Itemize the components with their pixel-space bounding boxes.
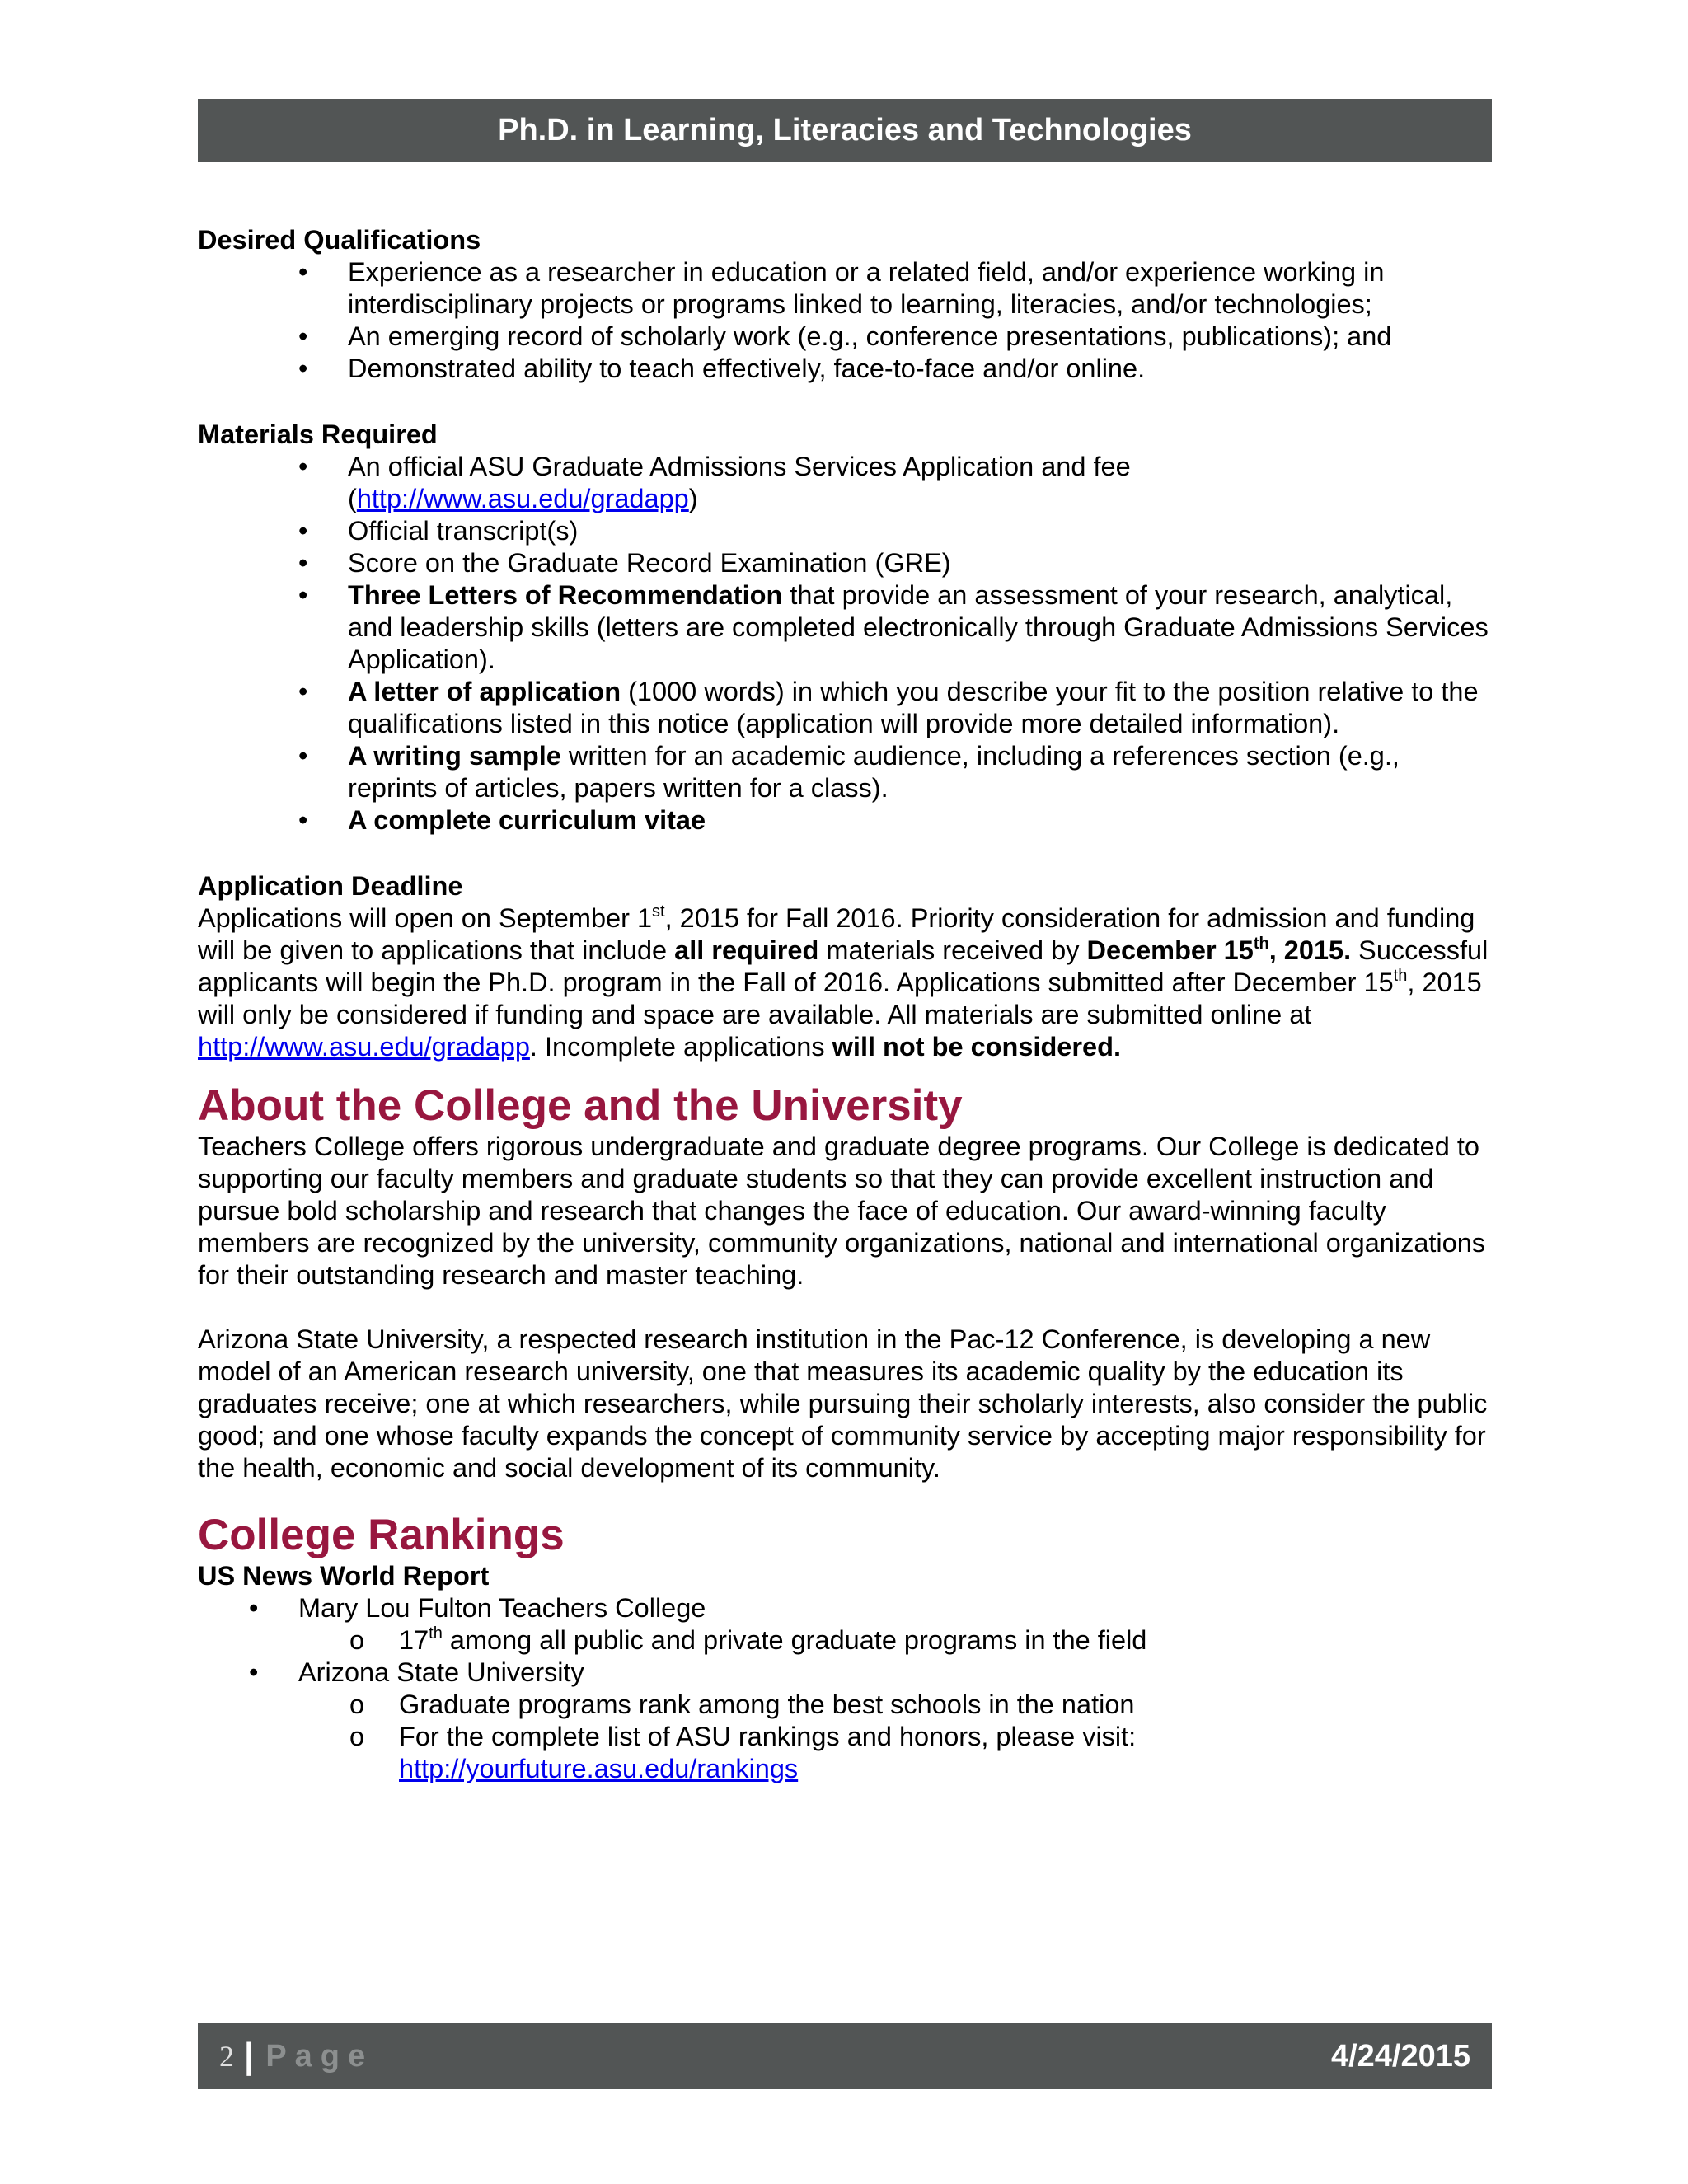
sub-list-item: o For the complete list of ASU rankings and honors, please visit: http://yourfuture.asu.edu/rankings: [399, 1721, 1496, 1785]
about-heading: About the College and the University: [198, 1081, 963, 1130]
rankings-heading: College Rankings: [198, 1511, 565, 1559]
list-item-bold: A writing sample: [348, 741, 561, 771]
list-item: • Official transcript(s): [348, 515, 1496, 547]
list-item-text: (1000 words) in which you describe your fit to the position relative to the qualifications listed in this notice (application will provide more detailed information).: [348, 677, 1479, 738]
rankings-link[interactable]: http://yourfuture.asu.edu/rankings: [399, 1754, 799, 1783]
rankings-list: [198, 1592, 1496, 1785]
page-indicator: [219, 2036, 373, 2077]
gradapp-link[interactable]: http://www.asu.edu/gradapp: [356, 484, 689, 513]
about-paragraph-2: Arizona State University, a respected research institution in the Pac-12 Conference, is developing a new model of an American research university, one that measures its academic quality by the education its graduates receive; one at which researchers, while pursuing their scholarly interests, also consider the public good; and one whose faculty expands the concept of community service by accepting major responsibility for the health, economic and social development of its community.: [198, 1324, 1488, 1483]
list-item: [348, 579, 1496, 676]
list-item-text: Arizona State University: [298, 1657, 584, 1687]
list-item: [298, 1592, 1496, 1657]
list-item: • An emerging record of scholarly work (e.g., conference presentations, publications); and: [348, 321, 1496, 353]
list-item-text: written for an academic audience, including a references section (e.g., reprints of articles, papers written for a class).: [348, 741, 1400, 803]
application-deadline-heading: Application Deadline: [198, 871, 463, 901]
list-item-text: that provide an assessment of your research, analytical, and leadership skills (letters are completed electronically through Graduate Admissions Services Application).: [348, 580, 1489, 674]
list-item: [298, 1657, 1496, 1785]
document-body: [198, 224, 1496, 1785]
application-deadline-paragraph: Applications will open on September 1st, 2015 for Fall 2016. Priority consideration for admission and funding will be given to applications that include all required materials received by December 15th, 2015. Successful applicants will begin the Ph.D. program in the Fall of 2016. Applications submitted after December 15th, 2015 will only be considered if funding and space are available. All materials are submitted online at http://www.asu.edu/gradapp. Incomplete applications will not be considered.: [198, 902, 1489, 1062]
list-item-bold: Three Letters of Recommendation: [348, 580, 783, 610]
list-item: • Demonstrated ability to teach effectively, face-to-face and/or online.: [348, 353, 1496, 385]
list-item-text: Mary Lou Fulton Teachers College: [298, 1593, 706, 1623]
desired-qualifications-list: [198, 256, 1496, 385]
sub-list-item: o Graduate programs rank among the best schools in the nation: [399, 1689, 1496, 1721]
desired-qualifications-heading: Desired Qualifications: [198, 225, 481, 255]
footer-date: 4/24/2015: [1330, 2038, 1470, 2074]
list-item-text: An official ASU Graduate Admissions Services Application and fee: [348, 452, 1131, 481]
list-item-bold: A complete curriculum vitae: [348, 805, 706, 835]
list-item-bold: A letter of application: [348, 677, 621, 706]
rankings-subheading: US News World Report: [198, 1561, 490, 1591]
list-item: [348, 740, 1496, 804]
page-footer: [198, 2023, 1492, 2089]
page-label: Page: [265, 2038, 374, 2074]
list-item: • Score on the Graduate Record Examination (GRE): [348, 547, 1496, 579]
list-item: [348, 676, 1496, 740]
list-item: • An official ASU Graduate Admissions Services Application and fee (http://www.asu.edu/gradapp): [348, 451, 1496, 515]
list-item: [348, 804, 1496, 837]
document-title: Ph.D. in Learning, Literacies and Technologies: [498, 112, 1192, 148]
page-header: [198, 99, 1492, 162]
list-item: • Experience as a researcher in education or a related field, and/or experience working in interdisciplinary projects or programs linked to learning, literacies, and/or technologies;: [348, 256, 1496, 321]
about-paragraph-1: Teachers College offers rigorous undergraduate and graduate degree programs. Our College is dedicated to supporting our faculty members and graduate students so that they can provide excellent instruction and pursue bold scholarship and research that changes the face of education. Our award-winning faculty members are recognized by the university, community organizations, national and international organizations for their outstanding research and master teaching.: [198, 1132, 1486, 1290]
page-number: 2: [219, 2040, 234, 2073]
gradapp-link[interactable]: http://www.asu.edu/gradapp: [198, 1032, 530, 1062]
footer-separator: |: [244, 2036, 255, 2076]
materials-required-list: [198, 451, 1496, 837]
sub-list-item: o 17th among all public and private graduate programs in the field: [399, 1624, 1496, 1657]
materials-required-heading: Materials Required: [198, 419, 438, 449]
